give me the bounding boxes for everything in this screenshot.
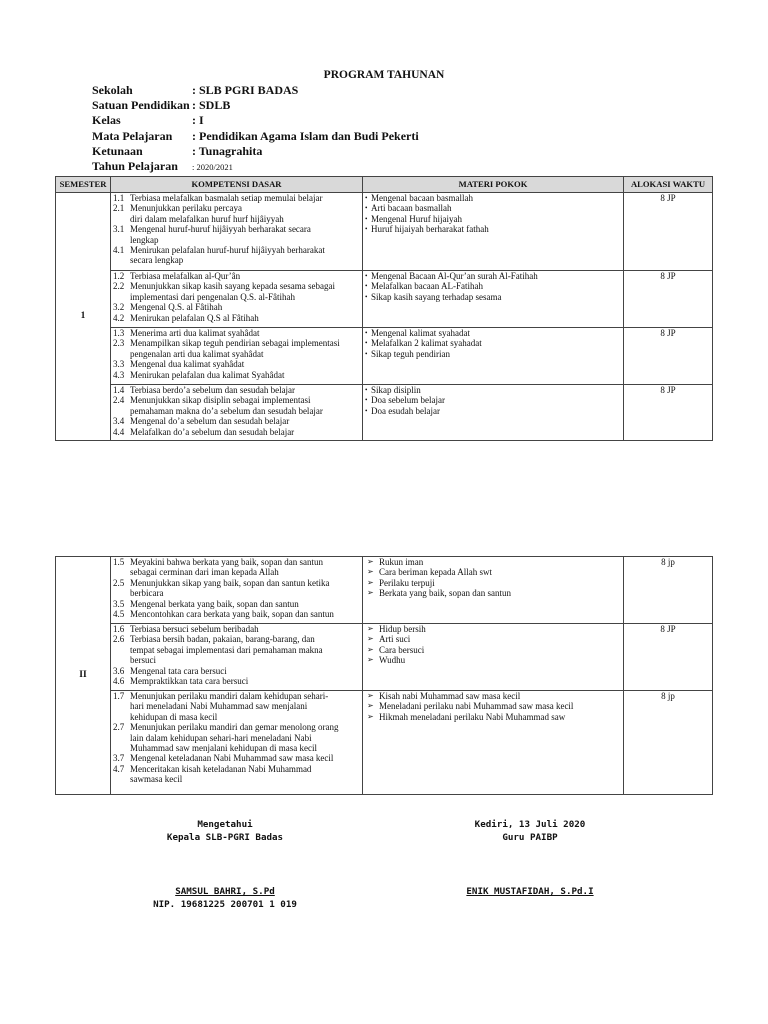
kd-text: diri dalam melafalkan huruf hurf hijâiyyah bbox=[130, 213, 284, 224]
kd-text: Menunjukkan sikap yang baik, sopan dan santun ketika bbox=[130, 577, 330, 588]
materi-text: Meneladani perilaku nabi Muhammad saw masa kecil bbox=[379, 701, 574, 712]
kd-number: 3.1 bbox=[113, 224, 125, 235]
kd-line bbox=[113, 609, 360, 619]
kd-text: Mempraktikkan tata cara bersuci bbox=[130, 676, 249, 687]
kd-text: Menunjukan perilaku mandiri dalam kehidupan sehari- bbox=[130, 691, 329, 701]
alokasi-waktu-cell: 8 jp bbox=[624, 557, 713, 624]
bullet-icon: • bbox=[365, 204, 368, 213]
materi-pokok-cell bbox=[363, 691, 624, 795]
arrow-bullet-icon: ➢ bbox=[367, 701, 374, 711]
kd-line bbox=[113, 588, 360, 598]
kd-line bbox=[113, 743, 360, 753]
header-kompetensi-dasar: KOMPETENSI DASAR bbox=[111, 177, 363, 193]
kd-line bbox=[113, 224, 360, 234]
materi-item bbox=[365, 701, 621, 711]
kd-number: 1.5 bbox=[113, 557, 125, 567]
arrow-bullet-icon: ➢ bbox=[367, 691, 374, 700]
materi-item bbox=[365, 328, 621, 338]
kompetensi-dasar-cell bbox=[111, 385, 363, 441]
kd-text: Mencontohkan cara berkata yang baik, sopan dan santun bbox=[130, 609, 334, 620]
kd-line bbox=[113, 645, 360, 655]
kd-number: 3.4 bbox=[113, 416, 125, 427]
kd-line bbox=[113, 370, 360, 380]
kd-line bbox=[113, 599, 360, 609]
kd-text: Terbiasa berdo’a sebelum dan sesudah belajar bbox=[130, 385, 296, 395]
materi-text: Doa esudah belajar bbox=[371, 405, 440, 416]
materi-text: Rukun iman bbox=[379, 557, 424, 567]
materi-item bbox=[365, 281, 621, 291]
materi-text: Hikmah meneladani perilaku Nabi Muhammad saw bbox=[379, 711, 566, 722]
kd-text: Menunjukkan perilaku percaya bbox=[130, 203, 242, 214]
materi-text: Arti bacaan basmallah bbox=[371, 203, 452, 214]
kd-line bbox=[113, 271, 360, 281]
materi-item bbox=[365, 271, 621, 281]
kd-text: pemahaman makna do’a sebelum dan sesudah belajar bbox=[130, 405, 323, 416]
materi-text: Cara bersuci bbox=[379, 644, 425, 655]
kd-text: Terbiasa melafalkan al-Qur’ân bbox=[130, 271, 241, 281]
bullet-icon: • bbox=[365, 349, 368, 358]
kd-line bbox=[113, 764, 360, 774]
materi-item bbox=[365, 385, 621, 395]
identity-row-satuan: Satuan Pendidikan : SDLB bbox=[92, 98, 231, 113]
kd-line bbox=[113, 235, 360, 245]
materi-text: Mengenal kalimat syahadat bbox=[371, 328, 470, 338]
kd-number: 2.1 bbox=[113, 203, 125, 214]
kd-line bbox=[113, 349, 360, 359]
kd-line bbox=[113, 255, 360, 265]
table-row bbox=[56, 624, 713, 691]
arrow-bullet-icon: ➢ bbox=[367, 711, 374, 721]
alokasi-waktu-cell: 8 JP bbox=[624, 624, 713, 691]
kd-line bbox=[113, 302, 360, 312]
materi-text: Melafalkan bacaan AL-Fatihah bbox=[371, 281, 483, 292]
kd-number: 1.7 bbox=[113, 691, 125, 701]
materi-item bbox=[365, 193, 621, 203]
signature-left-header: Mengetahui Kepala SLB-PGRI Badas bbox=[166, 819, 284, 843]
materi-item bbox=[365, 588, 621, 598]
bullet-icon: • bbox=[365, 386, 368, 394]
kd-text: Terbiasa melafalkan basmalah setiap memulai belajar bbox=[130, 193, 323, 203]
materi-text: Sikap disiplin bbox=[371, 385, 421, 395]
bullet-icon: • bbox=[365, 396, 368, 405]
kd-text: implementasi dari pengenalan Q.S. al-Fâtihah bbox=[130, 291, 295, 302]
kd-text: Mengenal do’a sebelum dan sesudah belajar bbox=[130, 416, 290, 427]
alokasi-waktu-cell: 8 jp bbox=[624, 691, 713, 795]
kd-text: Terbiasa bersuci sebelum beribadah bbox=[130, 624, 259, 634]
kd-line bbox=[113, 328, 360, 338]
table-row bbox=[56, 328, 713, 385]
bullet-icon: • bbox=[365, 272, 368, 280]
kd-line bbox=[113, 416, 360, 426]
materi-text: Perilaku terpuji bbox=[379, 577, 435, 588]
kompetensi-dasar-cell bbox=[111, 193, 363, 271]
materi-text: Huruf hijaiyah berharakat fathah bbox=[371, 224, 489, 235]
kd-line bbox=[113, 701, 360, 711]
materi-text: Melafalkan 2 kalimat syahadat bbox=[371, 338, 482, 349]
kd-line bbox=[113, 691, 360, 701]
materi-text: Sikap teguh pendirian bbox=[371, 348, 450, 359]
materi-text: Wudhu bbox=[379, 655, 406, 666]
arrow-bullet-icon: ➢ bbox=[367, 577, 374, 587]
arrow-bullet-icon: ➢ bbox=[367, 624, 374, 633]
kd-number: 2.3 bbox=[113, 338, 125, 349]
kd-line bbox=[113, 712, 360, 722]
table-row bbox=[56, 193, 713, 271]
kd-text: Menirukan pelafalan Q.S al Fâtihah bbox=[130, 312, 259, 323]
header-materi-pokok: MATERI POKOK bbox=[363, 177, 624, 193]
bullet-icon: • bbox=[365, 225, 368, 234]
materi-item bbox=[365, 634, 621, 644]
materi-pokok-cell bbox=[363, 193, 624, 271]
materi-item bbox=[365, 406, 621, 416]
identity-row-mapel: Mata Pelajaran : Pendidikan Agama Islam dan Budi Pekerti bbox=[92, 128, 419, 143]
signature-right-header: Kediri, 13 Juli 2020 Guru PAIBP bbox=[474, 819, 586, 843]
kd-text: Mengenal keteladanan Nabi Muhammad saw masa kecil bbox=[130, 753, 334, 764]
kd-text: pengenalan arti dua kalimat syahâdat bbox=[130, 348, 264, 359]
kd-text: bersuci bbox=[130, 655, 156, 666]
kompetensi-dasar-cell bbox=[111, 691, 363, 795]
materi-pokok-cell bbox=[363, 271, 624, 328]
table-row bbox=[56, 557, 713, 624]
kd-line bbox=[113, 395, 360, 405]
kd-number: 1.4 bbox=[113, 385, 125, 395]
kd-text: sawmasa kecil bbox=[130, 774, 183, 785]
kd-number: 4.6 bbox=[113, 676, 125, 687]
kd-number: 4.7 bbox=[113, 763, 125, 774]
document-title: PROGRAM TAHUNAN bbox=[323, 69, 445, 81]
semester-cell: 1 bbox=[56, 193, 111, 441]
table-header-row bbox=[56, 177, 713, 193]
identity-block bbox=[92, 83, 419, 174]
kompetensi-dasar-cell bbox=[111, 624, 363, 691]
kd-text: hari meneladani Nabi Muhammad saw menjalani bbox=[130, 701, 308, 712]
signature-left-name: SAMSUL BAHRI, S.Pd NIP. 19681225 200701 1 019 bbox=[153, 886, 297, 910]
kd-number: 2.2 bbox=[113, 281, 125, 292]
materi-pokok-cell bbox=[363, 328, 624, 385]
semester-cell: II bbox=[56, 557, 111, 795]
bullet-icon: • bbox=[365, 406, 368, 415]
kd-text: kehidupan di masa kecil bbox=[130, 711, 218, 722]
materi-item bbox=[365, 292, 621, 302]
table-row bbox=[56, 271, 713, 328]
kd-line bbox=[113, 313, 360, 323]
kd-line bbox=[113, 666, 360, 676]
kd-text: Mengenal Q.S. al Fâtihah bbox=[130, 302, 223, 313]
kd-text: Menunjukkan sikap disiplin sebagai implementasi bbox=[130, 395, 311, 406]
kd-text: Mengenal tata cara bersuci bbox=[130, 665, 227, 676]
kd-number: 2.5 bbox=[113, 577, 125, 588]
kd-text: secara lengkap bbox=[130, 255, 184, 266]
kd-number: 2.7 bbox=[113, 722, 125, 733]
kd-number: 4.1 bbox=[113, 245, 125, 256]
kd-number: 2.4 bbox=[113, 395, 125, 406]
kd-number: 4.2 bbox=[113, 312, 125, 323]
kd-line bbox=[113, 214, 360, 224]
bullet-icon: • bbox=[365, 339, 368, 348]
alokasi-waktu-cell: 8 JP bbox=[624, 385, 713, 441]
kd-line bbox=[113, 676, 360, 686]
materi-item bbox=[365, 655, 621, 665]
semester-2-table bbox=[55, 556, 713, 795]
materi-text: Mengenal bacaan basmallah bbox=[371, 193, 473, 203]
identity-row-sekolah: Sekolah : SLB PGRI BADAS bbox=[92, 83, 299, 97]
header-semester: SEMESTER bbox=[56, 177, 111, 193]
materi-text: Arti suci bbox=[379, 634, 411, 645]
kompetensi-dasar-cell bbox=[111, 271, 363, 328]
kd-text: Menunjukkan sikap kasih sayang kepada sesama sebagai bbox=[130, 281, 335, 292]
kd-line bbox=[113, 203, 360, 213]
semester-1-table bbox=[55, 176, 713, 441]
kd-number: 3.3 bbox=[113, 359, 125, 370]
kd-line bbox=[113, 655, 360, 665]
materi-item bbox=[365, 338, 621, 348]
kd-number: 4.4 bbox=[113, 426, 125, 437]
identity-row-kelas: Kelas : I bbox=[92, 113, 204, 128]
materi-pokok-cell bbox=[363, 385, 624, 441]
kd-text: Mengenal huruf-huruf hijâiyyah berharakat secara bbox=[130, 224, 311, 235]
kd-text: Mengenal berkata yang baik, sopan dan santun bbox=[130, 598, 299, 609]
materi-item bbox=[365, 203, 621, 213]
kd-line bbox=[113, 281, 360, 291]
bullet-icon: • bbox=[365, 282, 368, 291]
signature-right-name: ENIK MUSTAFIDAH, S.Pd.I bbox=[466, 886, 594, 897]
kd-text: Menunjukan perilaku mandiri dan gemar menolong orang bbox=[130, 722, 339, 733]
kd-number: 1.1 bbox=[113, 193, 125, 203]
kd-line bbox=[113, 427, 360, 437]
kd-text: sebagai cerminan dari iman kepada Allah bbox=[130, 567, 279, 578]
kd-text: Terbiasa bersih badan, pakaian, barang-barang, dan bbox=[130, 634, 315, 645]
materi-item bbox=[365, 624, 621, 634]
kd-text: Menirukan pelafalan dua kalimat Syahâdat bbox=[130, 369, 285, 380]
materi-item bbox=[365, 691, 621, 701]
header-alokasi-waktu: ALOKASI WAKTU bbox=[624, 177, 713, 193]
materi-text: Mengenal Huruf hijaiyah bbox=[371, 213, 462, 224]
kd-line bbox=[113, 567, 360, 577]
kd-line bbox=[113, 624, 360, 634]
bullet-icon: • bbox=[365, 292, 368, 301]
arrow-bullet-icon: ➢ bbox=[367, 588, 374, 598]
identity-row-ketunaan: Ketunaan : Tunagrahita bbox=[92, 143, 263, 158]
kd-line bbox=[113, 193, 360, 203]
kd-text: Menampilkan sikap teguh pendirian sebagai implementasi bbox=[130, 338, 340, 349]
kd-number: 3.6 bbox=[113, 665, 125, 676]
kd-text: Menerima arti dua kalimat syahâdat bbox=[130, 328, 260, 338]
kd-number: 3.2 bbox=[113, 302, 125, 313]
kd-text: Menirukan pelafalan huruf-huruf hijâiyyah berharakat bbox=[130, 245, 325, 256]
materi-item bbox=[365, 567, 621, 577]
kd-number: 3.7 bbox=[113, 753, 125, 764]
kd-text: lengkap bbox=[130, 234, 159, 245]
kd-text: Melafalkan do’a sebelum dan sesudah belajar bbox=[130, 426, 295, 437]
kd-line bbox=[113, 774, 360, 784]
materi-pokok-cell bbox=[363, 557, 624, 624]
alokasi-waktu-cell: 8 JP bbox=[624, 193, 713, 271]
materi-text: Hidup bersih bbox=[379, 624, 426, 634]
materi-text: Cara beriman kepada Allah swt bbox=[379, 567, 492, 578]
materi-item bbox=[365, 712, 621, 722]
materi-item bbox=[365, 645, 621, 655]
materi-item bbox=[365, 395, 621, 405]
kd-text: Meyakini bahwa berkata yang baik, sopan dan santun bbox=[130, 557, 323, 567]
kd-line bbox=[113, 385, 360, 395]
materi-item bbox=[365, 557, 621, 567]
materi-text: Mengenal Bacaan Al-Qur’an surah Al-Fatihah bbox=[371, 271, 538, 281]
kd-line bbox=[113, 292, 360, 302]
materi-item bbox=[365, 224, 621, 234]
table-row bbox=[56, 385, 713, 441]
kd-text: tempat sebagai implementasi dari pemahaman makna bbox=[130, 644, 323, 655]
materi-item bbox=[365, 214, 621, 224]
arrow-bullet-icon: ➢ bbox=[367, 634, 374, 644]
table-row bbox=[56, 691, 713, 795]
kd-line bbox=[113, 578, 360, 588]
kd-line bbox=[113, 359, 360, 369]
materi-text: Sikap kasih sayang terhadap sesama bbox=[371, 291, 502, 302]
kd-text: Muhammad saw menjalani kehidupan di masa kecil bbox=[130, 743, 317, 754]
materi-text: Doa sebelum belajar bbox=[371, 395, 445, 406]
kd-number: 1.6 bbox=[113, 624, 125, 634]
arrow-bullet-icon: ➢ bbox=[367, 557, 374, 566]
kd-number: 3.5 bbox=[113, 598, 125, 609]
identity-row-tahun: Tahun Pelajaran : 2020/2021 bbox=[92, 158, 233, 173]
kd-line bbox=[113, 753, 360, 763]
arrow-bullet-icon: ➢ bbox=[367, 644, 374, 654]
kd-line bbox=[113, 557, 360, 567]
kd-line bbox=[113, 406, 360, 416]
kd-number: 2.6 bbox=[113, 634, 125, 645]
materi-text: Berkata yang baik, sopan dan santun bbox=[379, 588, 511, 599]
bullet-icon: • bbox=[365, 214, 368, 223]
materi-pokok-cell bbox=[363, 624, 624, 691]
kd-text: Mengenal dua kalimat syahâdat bbox=[130, 359, 245, 370]
materi-item bbox=[365, 578, 621, 588]
kd-number: 4.5 bbox=[113, 609, 125, 620]
bullet-icon: • bbox=[365, 194, 368, 202]
kd-text: Menceritakan kisah keteladanan Nabi Muhammad bbox=[130, 763, 312, 774]
kd-text: berbicara bbox=[130, 588, 164, 599]
kompetensi-dasar-cell bbox=[111, 328, 363, 385]
kd-line bbox=[113, 722, 360, 732]
bullet-icon: • bbox=[365, 329, 368, 337]
kd-number: 1.3 bbox=[113, 328, 125, 338]
arrow-bullet-icon: ➢ bbox=[367, 567, 374, 577]
kd-line bbox=[113, 634, 360, 644]
kompetensi-dasar-cell bbox=[111, 557, 363, 624]
kd-line bbox=[113, 245, 360, 255]
alokasi-waktu-cell: 8 JP bbox=[624, 328, 713, 385]
kd-number: 1.2 bbox=[113, 271, 125, 281]
kd-text: lain dalam kehidupan sehari-hari meneladani Nabi bbox=[130, 732, 312, 743]
kd-line bbox=[113, 733, 360, 743]
kd-number: 4.3 bbox=[113, 369, 125, 380]
materi-text: Kisah nabi Muhammad saw masa kecil bbox=[379, 691, 521, 701]
alokasi-waktu-cell: 8 JP bbox=[624, 271, 713, 328]
kd-line bbox=[113, 338, 360, 348]
arrow-bullet-icon: ➢ bbox=[367, 655, 374, 665]
materi-item bbox=[365, 349, 621, 359]
